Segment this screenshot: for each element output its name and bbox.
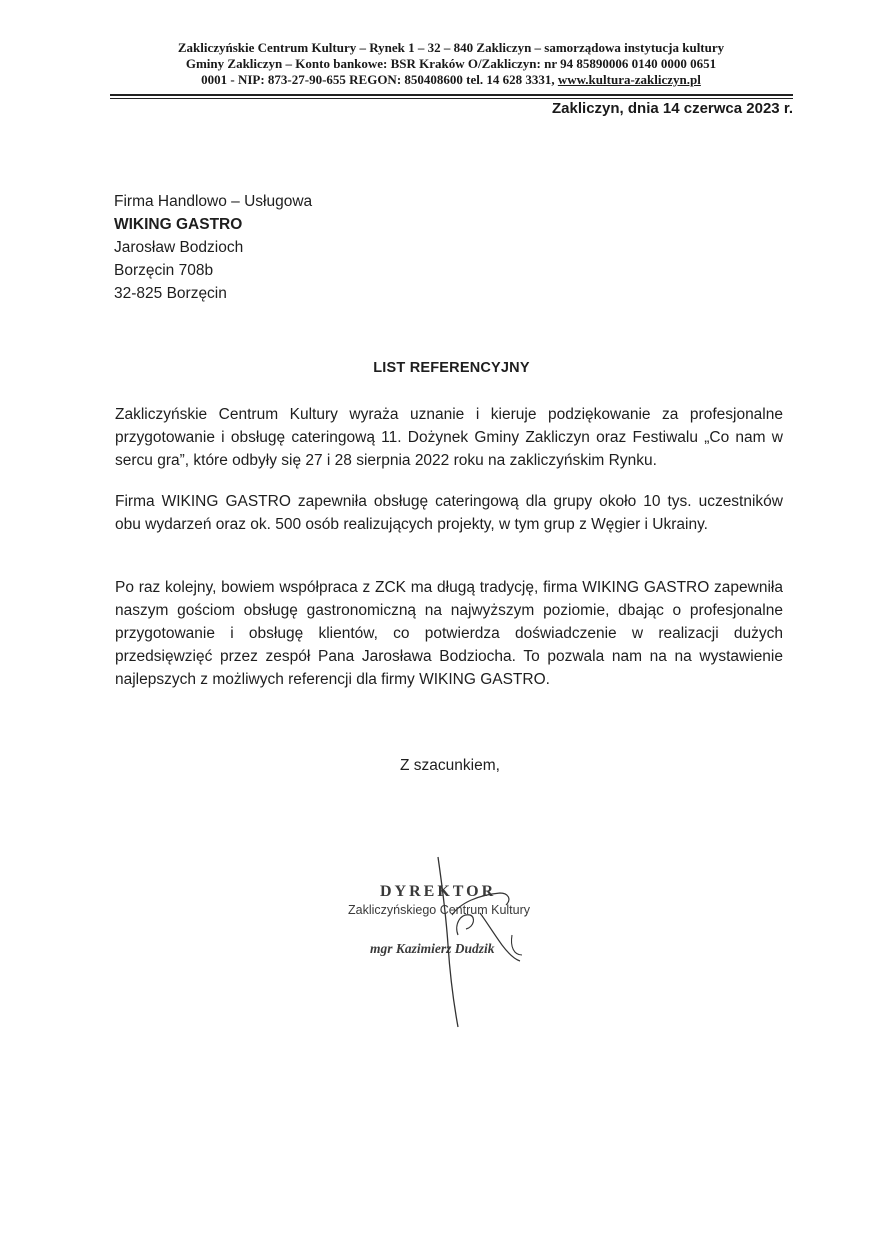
recipient-address xyxy=(114,190,312,305)
recipient-company-name: WIKING GASTRO xyxy=(114,216,243,233)
letterhead-line-2: Gminy Zakliczyn – Konto bankowe: BSR Kraków O/Zakliczyn: nr 94 85890006 0140 0000 0651 xyxy=(185,56,717,71)
letterhead-contact-text: 0001 - NIP: 873-27-90-655 REGON: 850408600 tel. 14 628 3331, xyxy=(201,72,558,87)
website-link[interactable]: www.kultura-zakliczyn.pl xyxy=(557,72,701,87)
recipient-company-type: Firma Handlowo – Usługowa xyxy=(114,193,313,210)
body-paragraph-1: Zakliczyńskie Centrum Kultury wyraża uznanie i kieruje podziękowanie za profesjonalne przygotowanie i obsługę cateringową 11. Dożynek Gminy Zakliczyn oraz Festiwalu „Co nam w sercu gra”, które odbyły się 27 i 28 sierpnia 2022 roku na zakliczyńskim Rynku. xyxy=(115,406,783,469)
letter-date: Zakliczyn, dnia 14 czerwca 2023 r. xyxy=(552,100,793,117)
body-paragraph-2: Firma WIKING GASTRO zapewniła obsługę cateringową dla grupy około 10 tys. uczestników obu wydarzeń oraz ok. 500 osób realizujących projekty, w tym grup z Węgier i Ukrainy. xyxy=(115,493,783,533)
recipient-street: Borzęcin 708b xyxy=(114,262,214,279)
stamp-title: DYREKTOR xyxy=(380,883,497,900)
stamp-organization: Zakliczyńskiego Centrum Kultury xyxy=(348,903,531,917)
letter-title: LIST REFERENCYJNY xyxy=(373,360,530,376)
letterhead-rule-thin xyxy=(110,98,793,99)
handwritten-signature xyxy=(330,855,590,1035)
director-stamp xyxy=(330,855,590,1035)
letterhead xyxy=(110,40,792,88)
letterhead-line-3 xyxy=(110,72,792,88)
body-paragraph-3: Po raz kolejny, bowiem współpraca z ZCK ma długą tradycję, firma WIKING GASTRO zapewniła naszym gościom obsługę gastronomiczną na najwyższym poziomie, dbając o profesjonalne przygotowanie i obsługę klientów, co potwierdza doświadczenie w realizacji dużych przedsięwzięć przez zespół Pana Jarosława Bodziocha. To pozwala nam na na wystawienie najlepszych z możliwych referencji dla firmy WIKING GASTRO. xyxy=(115,579,783,688)
recipient-city: 32-825 Borzęcin xyxy=(114,285,227,302)
closing-salutation: Z szacunkiem, xyxy=(400,757,500,774)
letterhead-line-1: Zakliczyńskie Centrum Kultury – Rynek 1 – 32 – 840 Zakliczyn – samorządowa instytucja kultury xyxy=(177,40,725,55)
stamp-name: mgr Kazimierz Dudzik xyxy=(370,941,495,956)
letterhead-rule xyxy=(110,94,793,96)
recipient-person: Jarosław Bodzioch xyxy=(114,239,244,256)
